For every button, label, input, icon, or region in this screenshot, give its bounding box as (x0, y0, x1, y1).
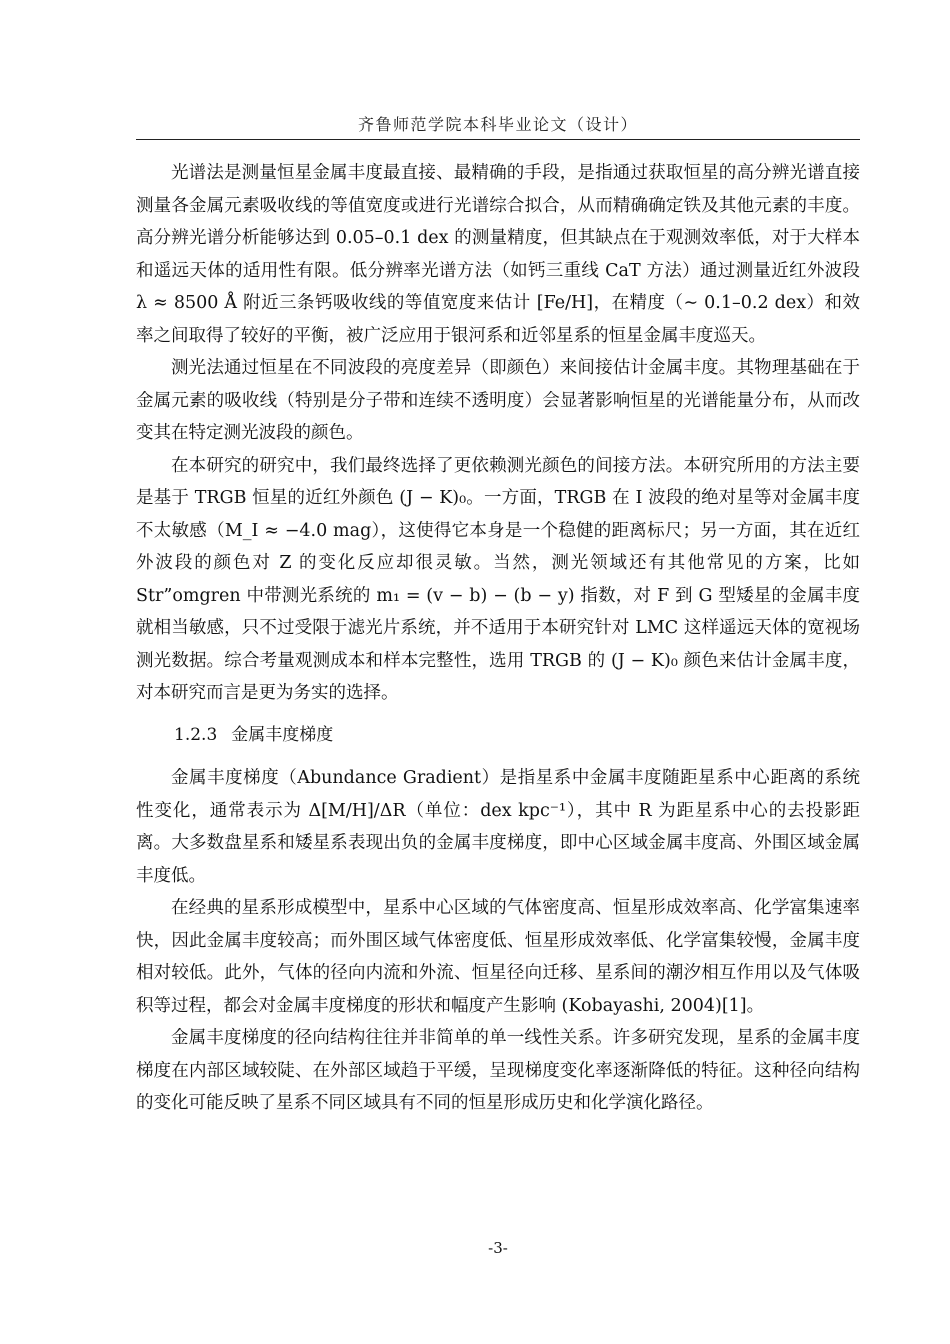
paragraph-method-choice: 在本研究的研究中，我们最终选择了更依赖测光颜色的间接方法。本研究所用的方法主要是基于 TRGB 恒星的近红外颜色 (J − K)₀。一方面，TRGB 在 I 波段的绝对星等对金属丰度不太敏感（M_I ≈ −4.0 mag），这使得它本身是一个稳健的距离标尺；另一方面，其在近红外波段的颜色对 Z 的变化反应却很灵敏。当然，测光领域还有其他常见的方案，比如 Str”omgren 中带测光系统的 m₁ = (v − b) − (b − y) 指数，对 F 到 G 型矮星的金属丰度就相当敏感，只不过受限于滤光片系统，并不适用于本研究针对 LMC 这样遥远天体的宽视场测光数据。综合考量观测成本和样本完整性，选用 TRGB 的 (J − K)₀ 颜色来估计金属丰度，对本研究而言是更为务实的选择。 (136, 455, 860, 703)
paragraph-gradient-definition: 金属丰度梯度（Abundance Gradient）是指星系中金属丰度随距星系中心距离的系统性变化，通常表示为 Δ[M/H]/ΔR（单位：dex kpc⁻¹），其中 R 为距星系中心的去投影距离。大多数盘星系和矮星系表现出负的金属丰度梯度，即中心区域金属丰度高、外围区域金属丰度低。 (136, 768, 860, 886)
body-text (136, 157, 860, 1120)
section-heading (136, 710, 860, 763)
header-rule (136, 139, 860, 140)
paragraph-spectroscopy: 光谱法是测量恒星金属丰度最直接、最精确的手段，是指通过获取恒星的高分辨光谱直接测量各金属元素吸收线的等值宽度或进行光谱综合拟合，从而精确确定铁及其他元素的丰度。高分辨光谱分析能够达到 0.05–0.1 dex 的测量精度，但其缺点在于观测效率低，对于大样本和遥远天体的适用性有限。低分辨率光谱方法（如钙三重线 CaT 方法）通过测量近红外波段 λ ≈ 8500 Å 附近三条钙吸收线的等值宽度来估计 [Fe/H]，在精度（∼ 0.1–0.2 dex）和效率之间取得了较好的平衡，被广泛应用于银河系和近邻星系的恒星金属丰度巡天。 (136, 163, 860, 346)
paragraph-gradient-models: 在经典的星系形成模型中，星系中心区域的气体密度高、恒星形成效率高、化学富集速率快，因此金属丰度较高；而外围区域气体密度低、恒星形成效率低、化学富集较慢，金属丰度相对较低。此外，气体的径向内流和外流、恒星径向迁移、星系间的潮汐相互作用以及气体吸积等过程，都会对金属丰度梯度的形状和幅度产生影响 (Kobayashi, 2004)[1]。 (136, 898, 860, 1016)
section-title: 金属丰度梯度 (231, 724, 334, 745)
paragraph-gradient-structure: 金属丰度梯度的径向结构往往并非简单的单一线性关系。许多研究发现，星系的金属丰度梯度在内部区域较陡、在外部区域趋于平缓，呈现梯度变化率逐渐降低的特征。这种径向结构的变化可能反映了星系不同区域具有不同的恒星形成历史和化学演化路径。 (136, 1028, 860, 1113)
paragraph-photometry: 测光法通过恒星在不同波段的亮度差异（即颜色）来间接估计金属丰度。其物理基础在于金属元素的吸收线（特别是分子带和连续不透明度）会显著影响恒星的光谱能量分布，从而改变其在特定测光波段的颜色。 (136, 358, 860, 443)
page-header: 齐鲁师范学院本科毕业论文（设计） (357, 115, 638, 134)
page-number: -3- (488, 1239, 508, 1257)
section-number: 1.2.3 (174, 724, 218, 745)
